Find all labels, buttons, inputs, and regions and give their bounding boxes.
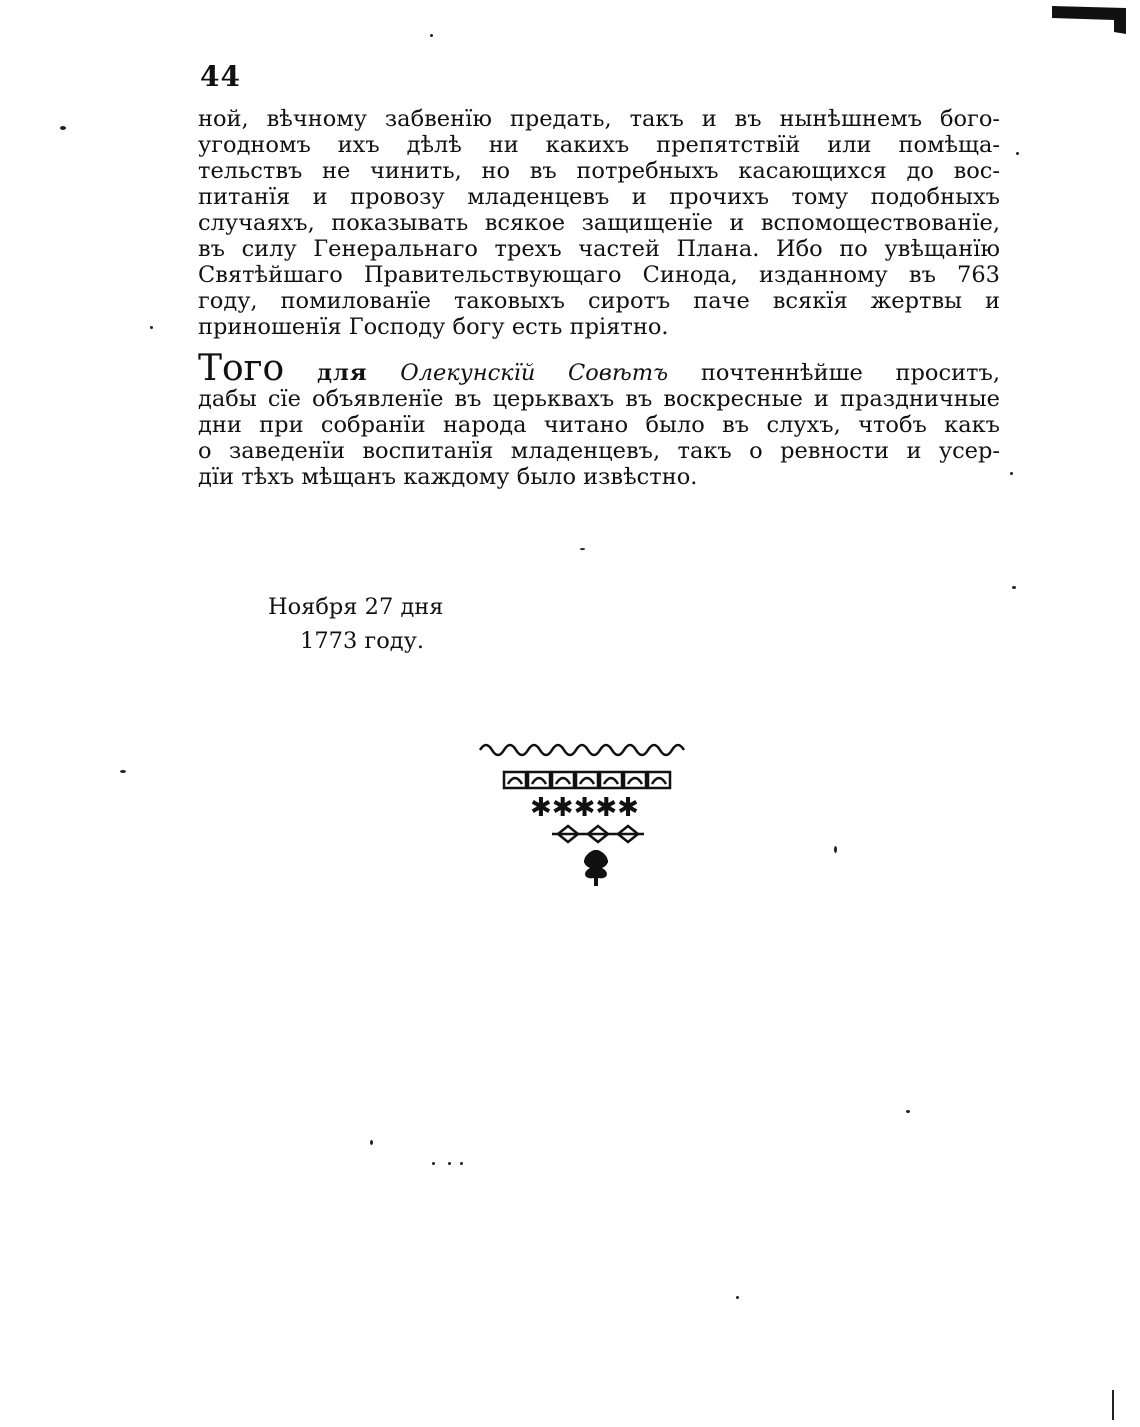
lead-word-continuation: для bbox=[316, 360, 368, 386]
scan-speck bbox=[460, 1162, 463, 1165]
body-line-6: въ силу Генеральнаго трехъ частей Плана. Ибо по увѣщанїю bbox=[198, 236, 1000, 262]
scan-speck bbox=[60, 126, 66, 130]
body-line-2: угодномъ ихъ дѣлѣ ни какихъ препятствїй или помѣща- bbox=[198, 132, 1000, 158]
second-paragraph-line-2: дабы сїе объявленїе въ церьквахъ въ воскресные и праздничные bbox=[198, 386, 1000, 412]
body-line-1: ной, вѣчному забвенїю предать, такъ и въ нынѣшнемъ бого- bbox=[198, 106, 1000, 132]
scan-speck bbox=[1012, 586, 1016, 589]
second-paragraph-first-line bbox=[198, 348, 1000, 389]
body-line-8: году, помилованїе таковыхъ сиротъ паче всякїя жертвы и bbox=[198, 288, 1000, 314]
scan-speck bbox=[580, 548, 585, 550]
paragraph-gap bbox=[198, 340, 1000, 354]
corner-scan-mark bbox=[1052, 6, 1126, 34]
body-line-4: питанїя и провозу младенцевъ и прочихъ тому подобныхъ bbox=[198, 184, 1000, 210]
scan-speck bbox=[448, 1162, 451, 1165]
second-paragraph-line-3: дни при собранїи народа читано было въ слухъ, чтобъ какъ bbox=[198, 412, 1000, 438]
second-paragraph-line-5: дїи тѣхъ мѣщанъ каждому было извѣстно. bbox=[198, 464, 698, 490]
scan-speck bbox=[430, 34, 433, 37]
first-line-rest: почтеннѣйше проситъ, bbox=[700, 360, 1000, 386]
page-number: 44 bbox=[200, 60, 241, 93]
lead-word: Того bbox=[198, 348, 285, 389]
scan-speck bbox=[736, 1296, 739, 1299]
scan-speck bbox=[834, 846, 837, 853]
second-paragraph-line-4: о заведенїи воспитанїя младенцевъ, такъ о ревности и усер- bbox=[198, 438, 1000, 464]
date-line-2: 1773 году. bbox=[300, 628, 424, 654]
body-line-9: приношенїя Господу богу есть прiятно. bbox=[198, 314, 669, 340]
svg-text:✱✱✱✱✱: ✱✱✱✱✱ bbox=[530, 793, 639, 823]
scan-speck bbox=[906, 1110, 910, 1113]
body-line-7: Святѣйшаго Правительствующаго Синода, изданному въ 763 bbox=[198, 262, 1000, 288]
decorative-tailpiece-ornament bbox=[470, 736, 720, 886]
scan-speck bbox=[120, 770, 126, 773]
date-line-1: Ноября 27 дня bbox=[268, 594, 444, 620]
scan-speck bbox=[432, 1162, 435, 1165]
body-line-5: случаяхъ, показывать всякое защищенїе и вспомоществованїе, bbox=[198, 210, 1000, 236]
scan-speck bbox=[1112, 1390, 1114, 1420]
council-name: Олекунскїй Совѣтъ bbox=[400, 360, 669, 386]
scan-speck bbox=[150, 326, 153, 329]
body-line-3: тельствъ не чинить, но въ потребныхъ касающихся до вос- bbox=[198, 158, 1000, 184]
scan-speck bbox=[1010, 472, 1013, 475]
body-text bbox=[198, 106, 1000, 490]
scan-speck bbox=[1016, 152, 1019, 155]
scan-speck bbox=[370, 1140, 373, 1145]
date-block bbox=[268, 590, 444, 658]
